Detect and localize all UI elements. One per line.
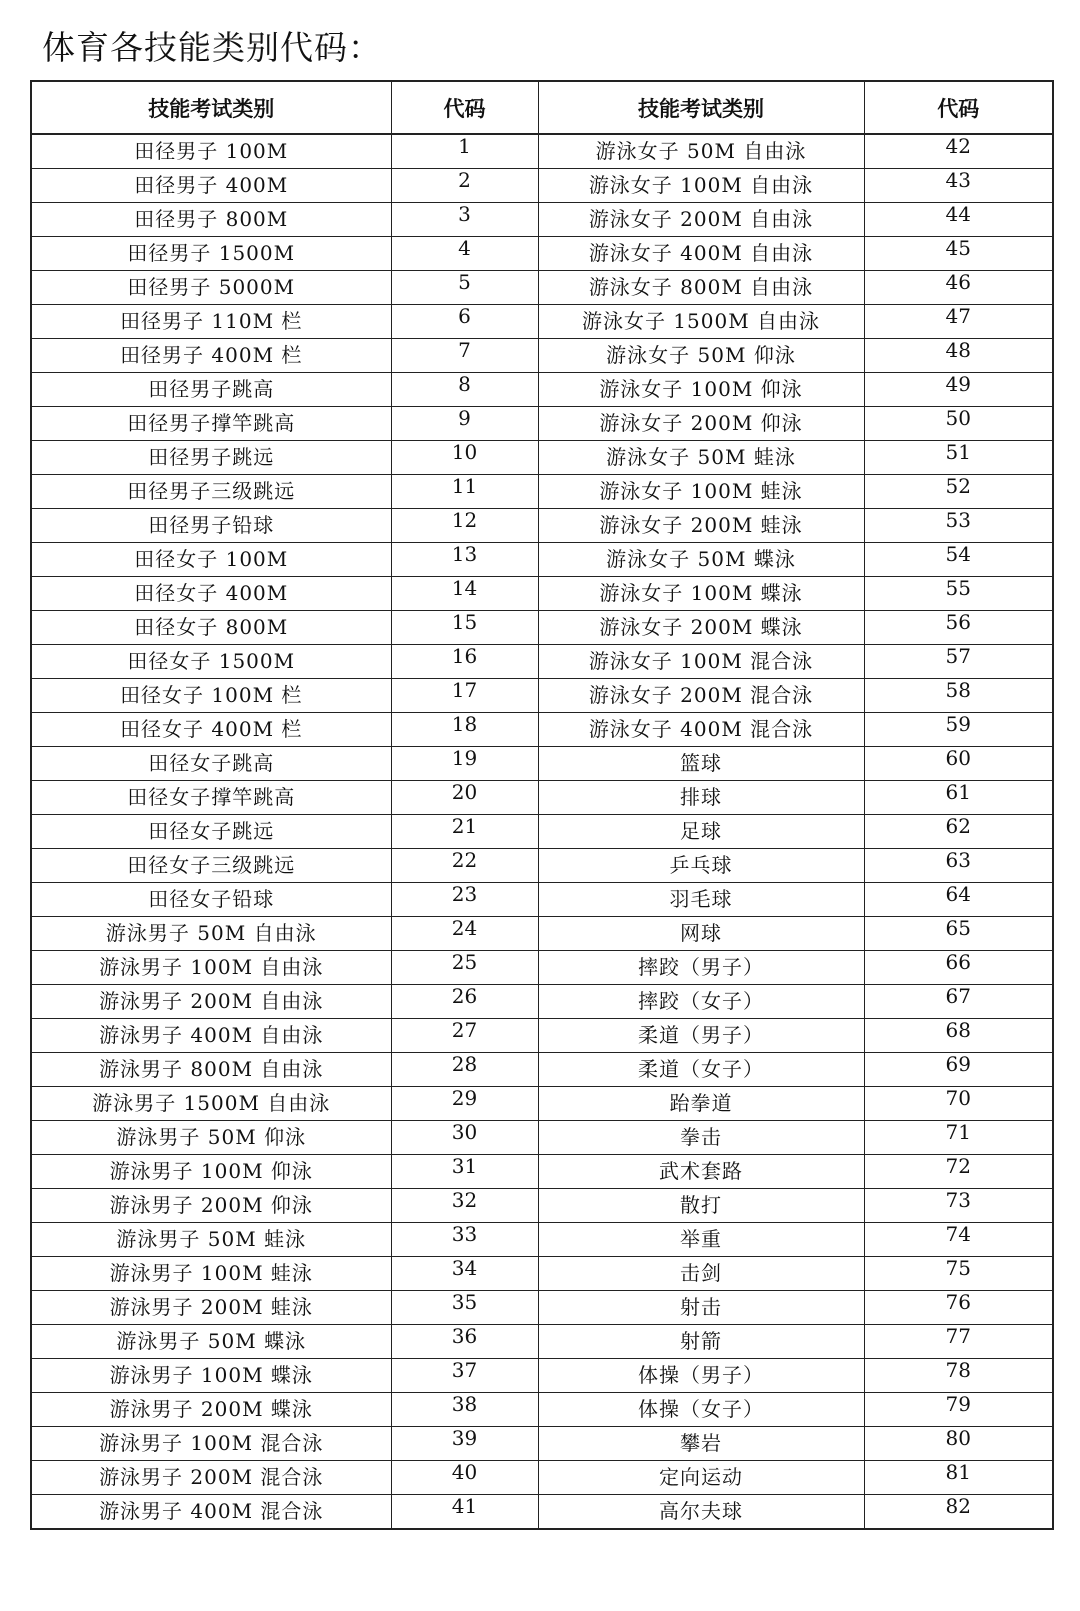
category-right-cell: 游泳女子 200M 蝶泳 — [538, 611, 864, 645]
code-left-cell: 37 — [391, 1359, 538, 1393]
category-left-cell: 游泳男子 400M 自由泳 — [31, 1019, 391, 1053]
category-right-cell: 散打 — [538, 1189, 864, 1223]
table-row — [31, 1121, 1053, 1155]
category-right-cell: 高尔夫球 — [538, 1495, 864, 1530]
category-left-cell: 游泳男子 200M 自由泳 — [31, 985, 391, 1019]
category-left-cell: 游泳男子 50M 蝶泳 — [31, 1325, 391, 1359]
code-left-cell: 9 — [391, 407, 538, 441]
category-right-cell: 游泳女子 50M 仰泳 — [538, 339, 864, 373]
category-left-cell: 游泳男子 100M 蛙泳 — [31, 1257, 391, 1291]
table-row — [31, 985, 1053, 1019]
category-left-cell: 田径女子铅球 — [31, 883, 391, 917]
code-right-cell: 61 — [864, 781, 1053, 815]
table-row — [31, 747, 1053, 781]
code-right-cell: 54 — [864, 543, 1053, 577]
table-row — [31, 1257, 1053, 1291]
table-row — [31, 1359, 1053, 1393]
table-row — [31, 543, 1053, 577]
code-right-cell: 55 — [864, 577, 1053, 611]
category-right-cell: 足球 — [538, 815, 864, 849]
category-left-cell: 田径男子 5000M — [31, 271, 391, 305]
category-right-cell: 摔跤（男子） — [538, 951, 864, 985]
table-row — [31, 1155, 1053, 1189]
table-row — [31, 645, 1053, 679]
code-left-cell: 34 — [391, 1257, 538, 1291]
category-right-cell: 跆拳道 — [538, 1087, 864, 1121]
table-row — [31, 441, 1053, 475]
code-left-cell: 22 — [391, 849, 538, 883]
category-right-cell: 举重 — [538, 1223, 864, 1257]
code-right-cell: 60 — [864, 747, 1053, 781]
code-left-cell: 27 — [391, 1019, 538, 1053]
category-left-cell: 田径男子 400M 栏 — [31, 339, 391, 373]
code-right-cell: 70 — [864, 1087, 1053, 1121]
header-code-left: 代码 — [391, 81, 538, 134]
code-right-cell: 81 — [864, 1461, 1053, 1495]
table-row — [31, 509, 1053, 543]
category-right-cell: 排球 — [538, 781, 864, 815]
table-row — [31, 1223, 1053, 1257]
code-left-cell: 10 — [391, 441, 538, 475]
category-left-cell: 田径女子 100M — [31, 543, 391, 577]
code-right-cell: 79 — [864, 1393, 1053, 1427]
code-right-cell: 53 — [864, 509, 1053, 543]
table-row — [31, 1427, 1053, 1461]
code-right-cell: 45 — [864, 237, 1053, 271]
page-title: 体育各技能类别代码： — [42, 28, 382, 67]
category-left-cell: 游泳男子 50M 蛙泳 — [31, 1223, 391, 1257]
code-left-cell: 24 — [391, 917, 538, 951]
code-left-cell: 1 — [391, 134, 538, 169]
category-left-cell: 游泳男子 100M 蝶泳 — [31, 1359, 391, 1393]
code-right-cell: 65 — [864, 917, 1053, 951]
category-left-cell: 田径男子 100M — [31, 134, 391, 169]
code-right-cell: 57 — [864, 645, 1053, 679]
category-left-cell: 田径男子撑竿跳高 — [31, 407, 391, 441]
code-left-cell: 2 — [391, 169, 538, 203]
table-row — [31, 951, 1053, 985]
table-row — [31, 1325, 1053, 1359]
code-left-cell: 25 — [391, 951, 538, 985]
category-right-cell: 游泳女子 200M 自由泳 — [538, 203, 864, 237]
category-right-cell: 游泳女子 800M 自由泳 — [538, 271, 864, 305]
header-row — [31, 81, 1053, 134]
category-right-cell: 游泳女子 50M 蝶泳 — [538, 543, 864, 577]
code-left-cell: 36 — [391, 1325, 538, 1359]
table-row — [31, 271, 1053, 305]
category-right-cell: 击剑 — [538, 1257, 864, 1291]
category-right-cell: 游泳女子 100M 蛙泳 — [538, 475, 864, 509]
category-left-cell: 田径女子撑竿跳高 — [31, 781, 391, 815]
header-category-left: 技能考试类别 — [31, 81, 391, 134]
table-row — [31, 373, 1053, 407]
code-right-cell: 64 — [864, 883, 1053, 917]
category-right-cell: 游泳女子 200M 蛙泳 — [538, 509, 864, 543]
code-left-cell: 28 — [391, 1053, 538, 1087]
table-row — [31, 1495, 1053, 1530]
category-left-cell: 游泳男子 200M 蝶泳 — [31, 1393, 391, 1427]
table-row — [31, 169, 1053, 203]
code-left-cell: 13 — [391, 543, 538, 577]
table-header — [31, 81, 1053, 134]
category-left-cell: 田径女子 800M — [31, 611, 391, 645]
category-left-cell: 田径男子跳远 — [31, 441, 391, 475]
code-left-cell: 5 — [391, 271, 538, 305]
code-right-cell: 73 — [864, 1189, 1053, 1223]
table-row — [31, 815, 1053, 849]
code-left-cell: 6 — [391, 305, 538, 339]
table-row — [31, 781, 1053, 815]
category-right-cell: 射击 — [538, 1291, 864, 1325]
category-right-cell: 体操（女子） — [538, 1393, 864, 1427]
table-row — [31, 407, 1053, 441]
category-right-cell: 游泳女子 400M 混合泳 — [538, 713, 864, 747]
category-left-cell: 游泳男子 1500M 自由泳 — [31, 1087, 391, 1121]
code-left-cell: 39 — [391, 1427, 538, 1461]
category-right-cell: 柔道（女子） — [538, 1053, 864, 1087]
code-right-cell: 58 — [864, 679, 1053, 713]
code-left-cell: 26 — [391, 985, 538, 1019]
code-left-cell: 3 — [391, 203, 538, 237]
category-right-cell: 游泳女子 200M 混合泳 — [538, 679, 864, 713]
category-right-cell: 游泳女子 100M 蝶泳 — [538, 577, 864, 611]
category-right-cell: 游泳女子 100M 混合泳 — [538, 645, 864, 679]
category-left-cell: 田径女子跳高 — [31, 747, 391, 781]
category-left-cell: 游泳男子 100M 混合泳 — [31, 1427, 391, 1461]
table-row — [31, 203, 1053, 237]
code-right-cell: 43 — [864, 169, 1053, 203]
category-left-cell: 游泳男子 100M 自由泳 — [31, 951, 391, 985]
code-right-cell: 72 — [864, 1155, 1053, 1189]
category-right-cell: 游泳女子 50M 自由泳 — [538, 134, 864, 169]
table-row — [31, 1291, 1053, 1325]
table-row — [31, 713, 1053, 747]
table-row — [31, 679, 1053, 713]
code-right-cell: 63 — [864, 849, 1053, 883]
category-right-cell: 攀岩 — [538, 1427, 864, 1461]
code-left-cell: 38 — [391, 1393, 538, 1427]
category-right-cell: 定向运动 — [538, 1461, 864, 1495]
header-code-right: 代码 — [864, 81, 1053, 134]
table-row — [31, 237, 1053, 271]
code-right-cell: 62 — [864, 815, 1053, 849]
code-right-cell: 51 — [864, 441, 1053, 475]
category-left-cell: 田径男子 400M — [31, 169, 391, 203]
category-right-cell: 游泳女子 1500M 自由泳 — [538, 305, 864, 339]
code-right-cell: 59 — [864, 713, 1053, 747]
code-left-cell: 31 — [391, 1155, 538, 1189]
category-right-cell: 拳击 — [538, 1121, 864, 1155]
table-row — [31, 134, 1053, 169]
category-left-cell: 田径女子 400M 栏 — [31, 713, 391, 747]
code-left-cell: 15 — [391, 611, 538, 645]
code-right-cell: 69 — [864, 1053, 1053, 1087]
table-row — [31, 1393, 1053, 1427]
header-category-right: 技能考试类别 — [538, 81, 864, 134]
code-right-cell: 56 — [864, 611, 1053, 645]
category-left-cell: 游泳男子 100M 仰泳 — [31, 1155, 391, 1189]
code-right-cell: 76 — [864, 1291, 1053, 1325]
table-row — [31, 475, 1053, 509]
category-right-cell: 体操（男子） — [538, 1359, 864, 1393]
category-left-cell: 田径男子 110M 栏 — [31, 305, 391, 339]
category-right-cell: 摔跤（女子） — [538, 985, 864, 1019]
code-right-cell: 44 — [864, 203, 1053, 237]
code-left-cell: 12 — [391, 509, 538, 543]
code-right-cell: 48 — [864, 339, 1053, 373]
category-right-cell: 网球 — [538, 917, 864, 951]
category-left-cell: 田径女子 100M 栏 — [31, 679, 391, 713]
category-right-cell: 游泳女子 200M 仰泳 — [538, 407, 864, 441]
category-right-cell: 游泳女子 400M 自由泳 — [538, 237, 864, 271]
code-left-cell: 21 — [391, 815, 538, 849]
code-left-cell: 20 — [391, 781, 538, 815]
skill-code-table — [30, 80, 1054, 1530]
category-left-cell: 田径男子 1500M — [31, 237, 391, 271]
table-row — [31, 577, 1053, 611]
table-body — [31, 134, 1053, 1529]
code-left-cell: 35 — [391, 1291, 538, 1325]
code-left-cell: 41 — [391, 1495, 538, 1530]
code-left-cell: 11 — [391, 475, 538, 509]
category-left-cell: 田径男子跳高 — [31, 373, 391, 407]
code-right-cell: 47 — [864, 305, 1053, 339]
code-left-cell: 29 — [391, 1087, 538, 1121]
category-left-cell: 田径女子 1500M — [31, 645, 391, 679]
code-left-cell: 30 — [391, 1121, 538, 1155]
code-right-cell: 52 — [864, 475, 1053, 509]
code-right-cell: 66 — [864, 951, 1053, 985]
code-left-cell: 16 — [391, 645, 538, 679]
category-left-cell: 游泳男子 800M 自由泳 — [31, 1053, 391, 1087]
category-right-cell: 武术套路 — [538, 1155, 864, 1189]
code-left-cell: 14 — [391, 577, 538, 611]
code-right-cell: 82 — [864, 1495, 1053, 1530]
code-left-cell: 23 — [391, 883, 538, 917]
code-left-cell: 17 — [391, 679, 538, 713]
category-right-cell: 游泳女子 50M 蛙泳 — [538, 441, 864, 475]
table-row — [31, 1461, 1053, 1495]
category-left-cell: 田径男子 800M — [31, 203, 391, 237]
category-left-cell: 游泳男子 200M 蛙泳 — [31, 1291, 391, 1325]
code-right-cell: 42 — [864, 134, 1053, 169]
code-right-cell: 46 — [864, 271, 1053, 305]
category-left-cell: 田径女子三级跳远 — [31, 849, 391, 883]
category-right-cell: 羽毛球 — [538, 883, 864, 917]
category-left-cell: 游泳男子 200M 仰泳 — [31, 1189, 391, 1223]
code-left-cell: 4 — [391, 237, 538, 271]
category-right-cell: 游泳女子 100M 自由泳 — [538, 169, 864, 203]
category-left-cell: 田径男子铅球 — [31, 509, 391, 543]
category-left-cell: 游泳男子 50M 仰泳 — [31, 1121, 391, 1155]
category-right-cell: 游泳女子 100M 仰泳 — [538, 373, 864, 407]
code-left-cell: 33 — [391, 1223, 538, 1257]
category-left-cell: 田径女子跳远 — [31, 815, 391, 849]
code-left-cell: 32 — [391, 1189, 538, 1223]
category-right-cell: 射箭 — [538, 1325, 864, 1359]
code-right-cell: 68 — [864, 1019, 1053, 1053]
code-right-cell: 77 — [864, 1325, 1053, 1359]
table-row — [31, 849, 1053, 883]
table-row — [31, 611, 1053, 645]
code-left-cell: 40 — [391, 1461, 538, 1495]
category-right-cell: 篮球 — [538, 747, 864, 781]
table-row — [31, 339, 1053, 373]
code-right-cell: 71 — [864, 1121, 1053, 1155]
category-right-cell: 柔道（男子） — [538, 1019, 864, 1053]
code-right-cell: 75 — [864, 1257, 1053, 1291]
code-left-cell: 18 — [391, 713, 538, 747]
table-row — [31, 917, 1053, 951]
category-left-cell: 游泳男子 50M 自由泳 — [31, 917, 391, 951]
code-right-cell: 74 — [864, 1223, 1053, 1257]
code-right-cell: 50 — [864, 407, 1053, 441]
code-right-cell: 78 — [864, 1359, 1053, 1393]
category-left-cell: 田径女子 400M — [31, 577, 391, 611]
code-left-cell: 7 — [391, 339, 538, 373]
table-row — [31, 1019, 1053, 1053]
table-row — [31, 305, 1053, 339]
code-left-cell: 8 — [391, 373, 538, 407]
code-right-cell: 67 — [864, 985, 1053, 1019]
category-left-cell: 游泳男子 400M 混合泳 — [31, 1495, 391, 1530]
code-left-cell: 19 — [391, 747, 538, 781]
category-left-cell: 田径男子三级跳远 — [31, 475, 391, 509]
table-row — [31, 1189, 1053, 1223]
table-row — [31, 1087, 1053, 1121]
category-right-cell: 乒乓球 — [538, 849, 864, 883]
category-left-cell: 游泳男子 200M 混合泳 — [31, 1461, 391, 1495]
code-right-cell: 49 — [864, 373, 1053, 407]
table-row — [31, 1053, 1053, 1087]
code-right-cell: 80 — [864, 1427, 1053, 1461]
table-row — [31, 883, 1053, 917]
